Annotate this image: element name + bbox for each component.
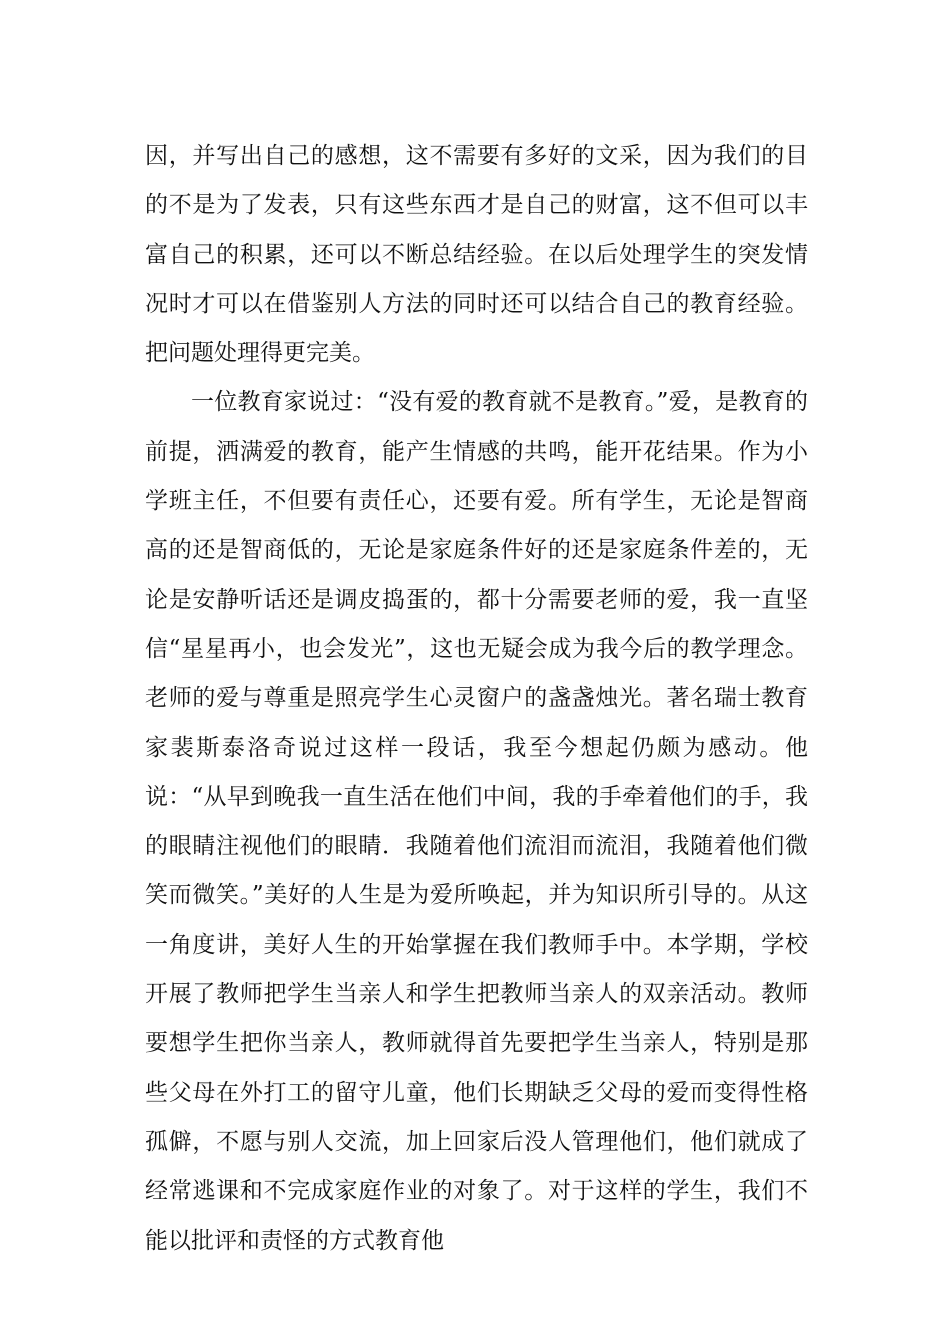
paragraph-1: 因，并写出自己的感想，这不需要有多好的文采，因为我们的目的不是为了发表，只有这些东西才是自己的财富，这不但可以丰富自己的积累，还可以不断总结经验。在以后处理学生的突发情况时才可以在借鉴别人方法的同时还可以结合自己的教育经验。把问题处理得更完美。 bbox=[145, 143, 808, 367]
document-body bbox=[145, 132, 808, 1266]
paragraph-2: 一位教育家说过：“没有爱的教育就不是教育。”爱，是教育的前提，洒满爱的教育，能产生情感的共鸣，能开花结果。作为小学班主任，不但要有责任心，还要有爱。所有学生，无论是智商高的还是智商低的，无论是家庭条件好的还是家庭条件差的，无论是安静听话还是调皮捣蛋的，都十分需要老师的爱，我一直坚信“星星再小，也会发光”，这也无疑会成为我今后的教学理念。老师的爱与尊重是照亮学生心灵窗户的盏盏烛光。著名瑞士教育家裴斯泰洛奇说过这样一段话，我至今想起仍颇为感动。他说：“从早到晚我一直生活在他们中间，我的手牵着他们的手，我的眼睛注视他们的眼睛．我随着他们流泪而流泪，我随着他们微笑而微笑。”美好的人生是为爱所唤起，并为知识所引导的。从这一角度讲，美好人生的开始掌握在我们教师手中。本学期，学校开展了教师把学生当亲人和学生把教师当亲人的双亲活动。教师要想学生把你当亲人，教师就得首先要把学生当亲人，特别是那些父母在外打工的留守儿童，他们长期缺乏父母的爱而变得性格孤僻，不愿与别人交流，加上回家后没人管理他们，他们就成了经常逃课和不完成家庭作业的对象了。对于这样的学生，我们不能以批评和责怪的方式教育他 bbox=[145, 389, 808, 1254]
